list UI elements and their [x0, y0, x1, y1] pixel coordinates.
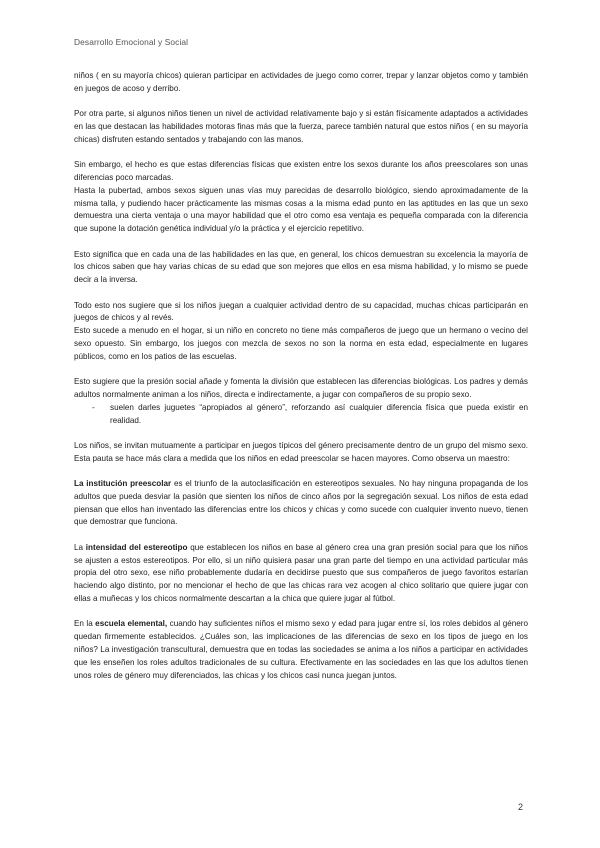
document-body: [74, 70, 528, 695]
bullet-text: suelen darles juguetes “apropiados al género”, reforzando así cualquier diferencia física que pueda existir en realidad.: [110, 402, 528, 425]
paragraph-text: es el triunfo de la autoclasificación en estereotipos sexuales. No hay ninguna propaganda de los adultos que pueda desviar la pasión que sienten los niños de cinco años por la segregación sexual. Los niños de esta edad piensan que ellos han inventado las diferencias entre los chicos y chicas y como sucede con cualquier invento nuevo, tienen que demostrar que funciona.: [74, 479, 529, 527]
list-item: [92, 402, 528, 428]
bold-term: La institución preescolar: [74, 479, 172, 489]
paragraph-text: En la: [74, 619, 96, 629]
bullet-list: [74, 402, 528, 428]
paragraph: Todo esto nos sugiere que si los niños juegan a cualquier actividad dentro de su capacidad, muchas chicas participarán en juegos de chicos y al revés.: [74, 300, 528, 323]
paragraph-escuela: [74, 618, 528, 682]
bold-term: escuela elemental,: [95, 619, 168, 629]
paragraph: Por otra parte, si algunos niños tienen un nivel de actividad relativamente bajo y si están físicamente adaptados a actividades en las que destacan las habilidades motoras finas más que la fuerza, parece también natural que estos niños ( en su mayoría chicas) disfruten estando sentados y trabajando con las manos.: [74, 109, 528, 144]
paragraph-text: cuando hay suficientes niños el mismo sexo y edad para jugar entre sí, los roles debidos al género quedan firmemente establecidos. ¿Cuáles son, las implicaciones de las diferencias de sexo en los tipos de juego en los niños? La investigación transcultural, demuestra que en todas las sociedades se anima a los niños a participar en actividades que les enseñen los roles adultos tradicionales de su cultura. Efectivamente en las sociedades en las que los adultos tienen unos roles de género muy diferenciados, las chicas y los chicos casi nunca juegan juntos.: [74, 619, 528, 680]
bold-term: intensidad del estereotipo: [85, 542, 188, 552]
paragraph: Los niños, se invitan mutuamente a participar en juegos típicos del género precisamente dentro de un grupo del mismo sexo. Esta pauta se hace más clara a medida que los niños en edad preescolar se hacen mayores. Como observa un maestro:: [74, 440, 528, 463]
bullet-marker: -: [92, 402, 95, 412]
page-header: Desarrollo Emocional y Social: [74, 37, 189, 47]
paragraph-institucion: [74, 478, 528, 529]
paragraph-text: La: [74, 542, 86, 552]
paragraph-intensidad: [74, 542, 528, 606]
paragraph: Hasta la pubertad, ambos sexos siguen unas vías muy parecidas de desarrollo biológico, siendo aproximadamente de la misma talla, y pudiendo hacer prácticamente las mismas cosas a la misma edad punto en las aptitudes en las que un sexo demuestra una cierta ventaja o una mayor habilidad que el otro como esa ventaja es pequeña comparada con la diferencia que supone la dotación genética individual y/o la práctica y el ejercicio repetitivo.: [74, 185, 528, 234]
paragraph: Esto significa que en cada una de las habilidades en las que, en general, los chicos demuestran su excelencia la mayoría de los chicos saben que hay varias chicas de su edad que son mejores que ellos en esa misma habilidad, y lo mismo se puede decir a la inversa.: [74, 249, 528, 285]
paragraph: niños ( en su mayoría chicos) quieran participar en actividades de juego como correr, trepar y lanzar objetos como y también en juegos de acoso y derribo.: [74, 71, 528, 93]
paragraph-text: que establecen los niños en base al género crea una gran presión social para que los niños se ajusten a estos estereotipos. Por ello, si un niño quisiera pasar una gran parte del tiempo en una actividad particular más propia del otro sexo, ese niño probablemente dudaría en decidirse puesto que sus compañeros de juego favoritos estarían haciendo algo distinto, por no mencionar el hecho de que las chicas rara vez acogen al chico solitario que quiere jugar con ellas a muñecas y los chicos normalmente descartan a la chica que quiere jugar al fútbol.: [74, 542, 528, 604]
paragraph: Esto sucede a menudo en el hogar, si un niño en concreto no tiene más compañeros de juego que un hermano o vecino del sexo opuesto. Sin embargo, los juegos con mezcla de sexos no son la norma en esta edad, especialmente en lugares públicos, como en los patios de las escuelas.: [74, 326, 528, 361]
page-number: 2: [518, 802, 524, 812]
paragraph: Sin embargo, el hecho es que estas diferencias físicas que existen entre los sexos durante los años preescolares son unas diferencias poco marcadas.: [74, 160, 528, 182]
paragraph: Esto sugiere que la presión social añade y fomenta la división que establecen las diferencias biológicas. Los padres y demás adultos normalmente animan a los niños, directa e indirectamente, a jugar con compañeros de su propio sexo.: [74, 377, 528, 399]
